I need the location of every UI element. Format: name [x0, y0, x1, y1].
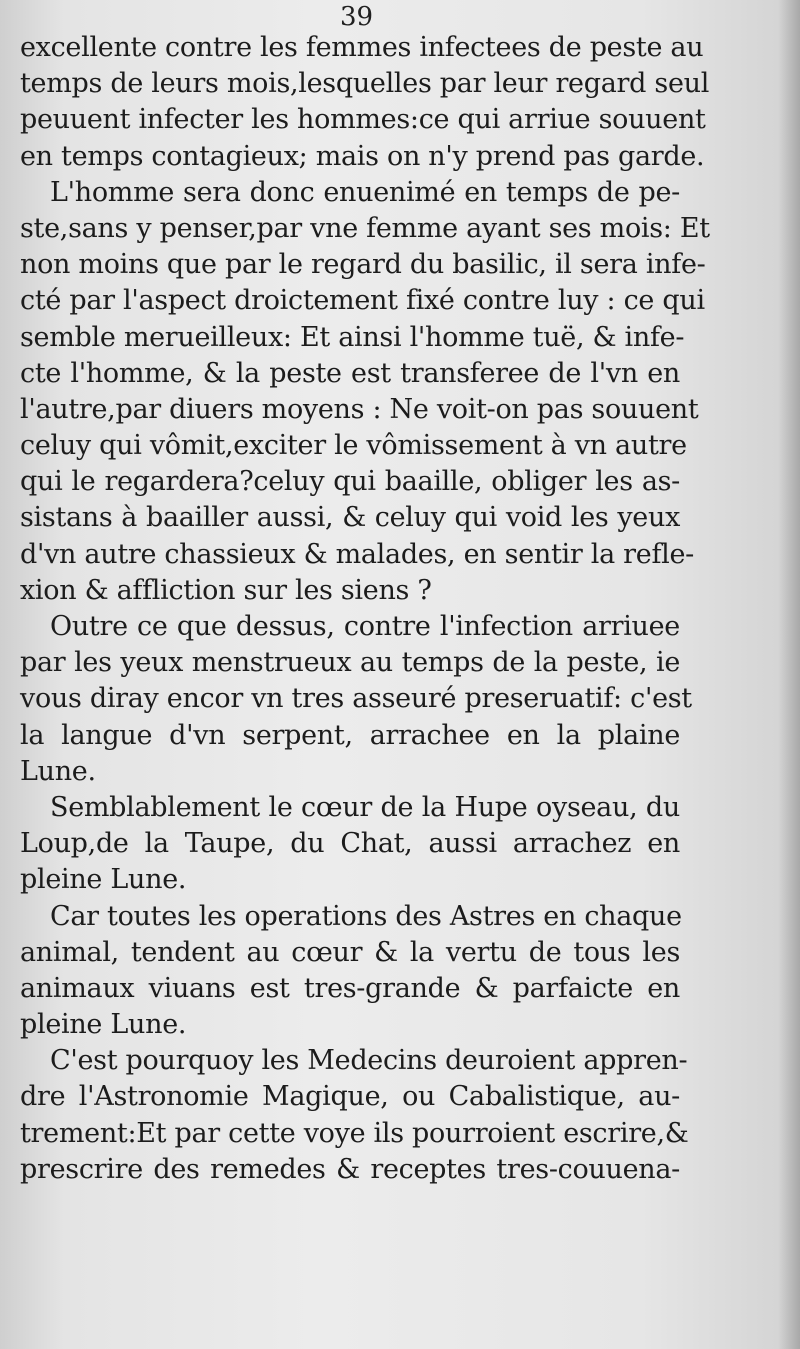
text-line: C'est pourquoy les Medecins deuroient appren- — [50, 1045, 688, 1077]
text-line: sistans à baailler aussi, & celuy qui void les yeux — [20, 502, 680, 534]
text-line: Car toutes les operations des Astres en chaque — [50, 900, 682, 932]
text-line: Semblablement le cœur de la Hupe oyseau, du — [50, 791, 680, 823]
text-line: dre l'Astronomie Magique, ou Cabalistique, au- — [20, 1081, 680, 1113]
text-line: d'vn autre chassieux & malades, en sentir la refle- — [20, 538, 694, 570]
text-line: animal, tendent au cœur & la vertu de tous les — [20, 936, 680, 968]
text-line: pleine Lune. — [20, 864, 187, 896]
text-line: cte l'homme, & la peste est transferee de l'vn en — [20, 357, 680, 389]
text-line: Lune. — [20, 755, 96, 787]
text-line: L'homme sera donc enuenimé en temps de pe- — [50, 176, 680, 208]
text-line: semble merueilleux: Et ainsi l'homme tuë, & infe- — [20, 321, 685, 353]
text-line: ste,sans y penser,par vne femme ayant ses mois: Et — [20, 212, 710, 244]
text-line: la langue d'vn serpent, arrachee en la plaine — [20, 719, 680, 751]
text-line: vous diray encor vn tres asseuré preseruatif: c'est — [20, 683, 692, 715]
text-line: animaux viuans est tres-grande & parfaicte en — [20, 972, 680, 1004]
text-line: xion & affliction sur les siens ? — [20, 574, 432, 606]
text-line: pleine Lune. — [20, 1009, 187, 1041]
text-line: excellente contre les femmes infectees de peste au — [20, 32, 704, 63]
text-line: non moins que par le regard du basilic, il sera infe- — [20, 249, 706, 281]
text-line: qui le regardera?celuy qui baaille, obliger les as- — [20, 466, 680, 498]
body-text — [20, 30, 710, 1188]
text-line: prescrire des remedes & receptes tres-couuena- — [20, 1153, 680, 1185]
text-line: peuuent infecter les hommes:ce qui arriue souuent — [20, 104, 706, 136]
text-line: Outre ce que dessus, contre l'infection arriuee — [50, 611, 680, 642]
text-line: temps de leurs mois,lesquelles par leur regard seul — [20, 68, 710, 100]
text-line: en temps contagieux; mais on n'y prend pas garde. — [20, 140, 705, 172]
text-line: trement:Et par cette voye ils pourroient escrire,& — [20, 1117, 689, 1149]
page-number: 39 — [340, 2, 374, 32]
text-line: par les yeux menstrueux au temps de la peste, ie — [20, 647, 680, 679]
text-line: l'autre,par diuers moyens : Ne voit-on pas souuent — [20, 393, 699, 425]
text-line: cté par l'aspect droictement fixé contre luy : ce qui — [20, 285, 705, 317]
text-line: Loup,de la Taupe, du Chat, aussi arrachez en — [20, 828, 680, 860]
page-edge-shadow — [778, 0, 800, 1349]
text-line: celuy qui vômit,exciter le vômissement à vn autre — [20, 430, 687, 462]
